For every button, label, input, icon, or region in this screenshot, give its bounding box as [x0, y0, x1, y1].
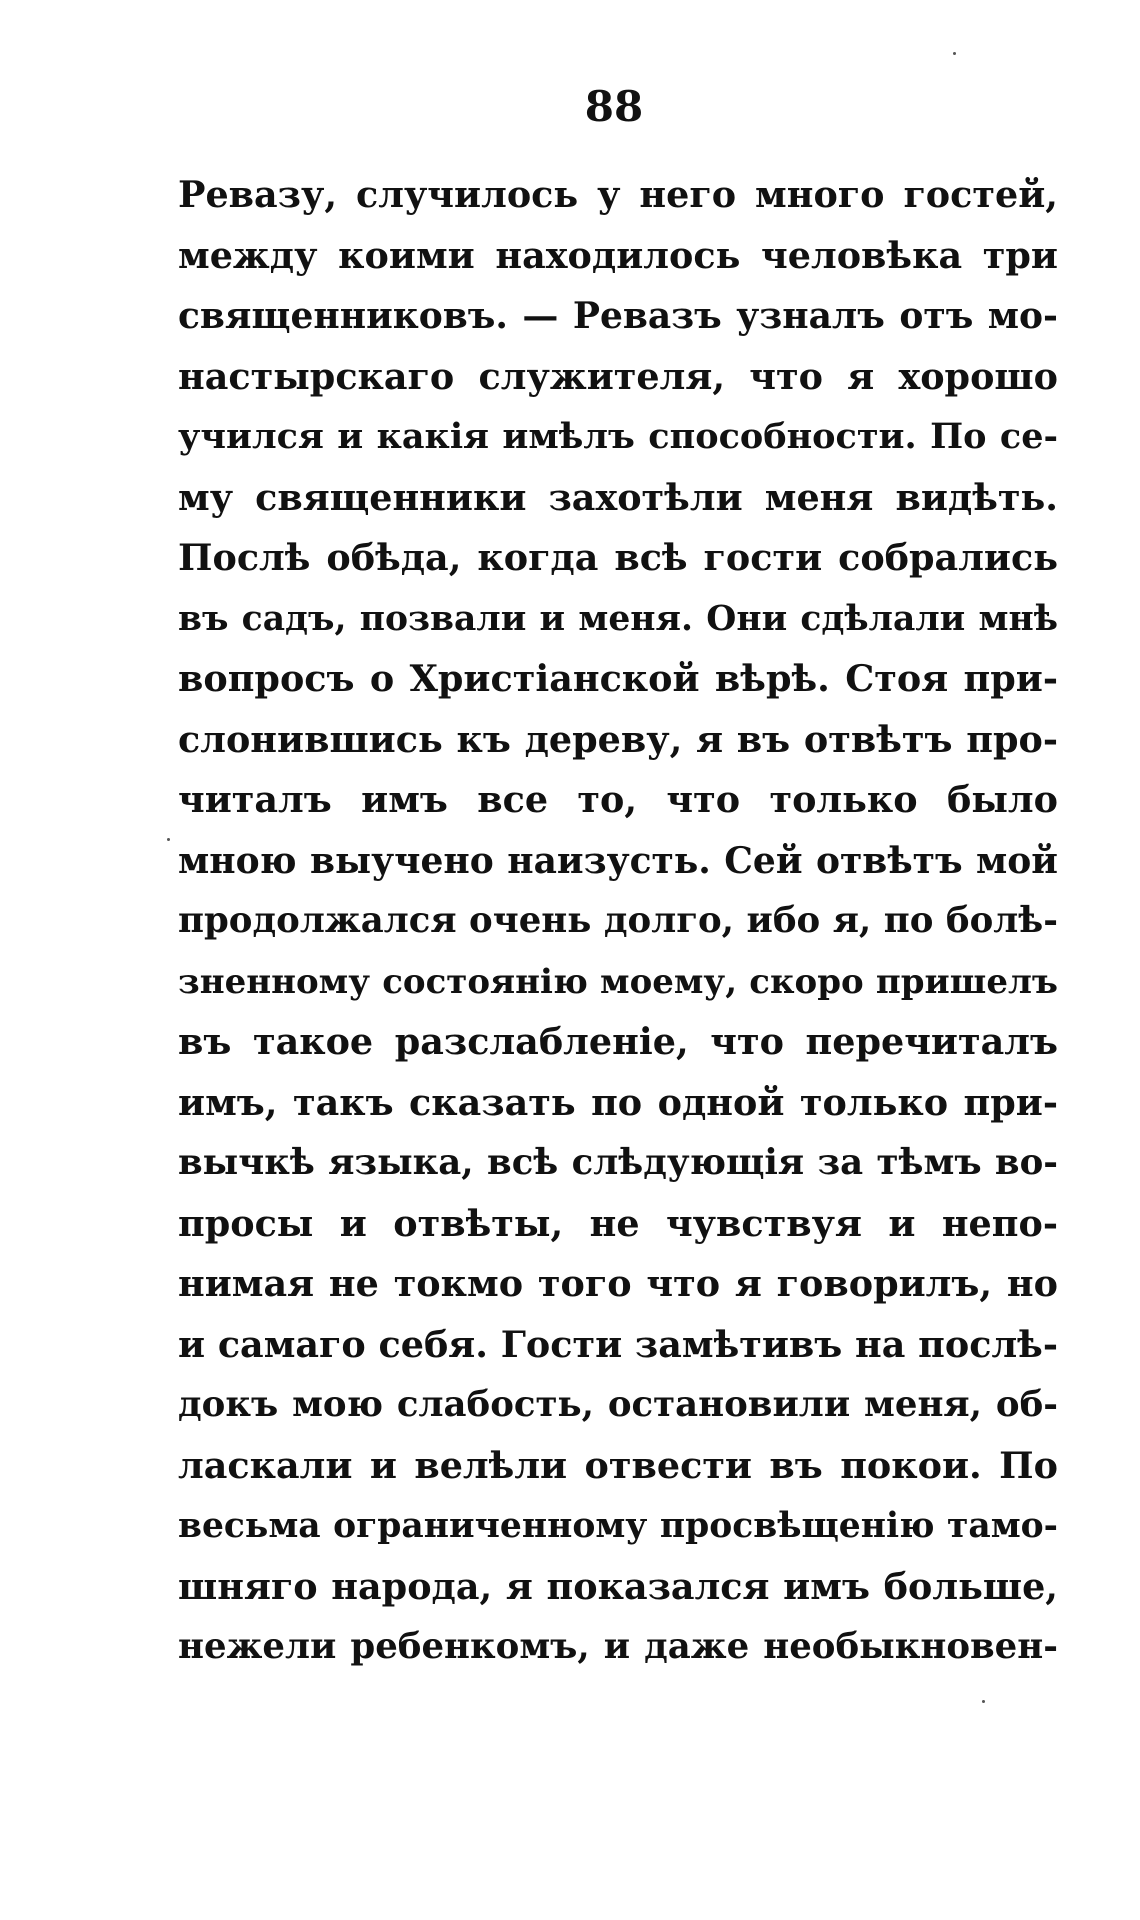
text-line: въ такое разслабленіе, что перечиталъ [178, 1020, 1058, 1063]
text-line: докъ мою слабость, остановили меня, об- [178, 1384, 1058, 1425]
scan-speck [953, 52, 956, 55]
text-line: въ садъ, позвали и меня. Они сдѣлали мнѣ [178, 598, 1058, 639]
text-line: слонившись къ дереву, я въ отвѣтъ про- [178, 717, 1058, 761]
text-line: и самаго себя. Гости замѣтивъ на послѣ- [178, 1322, 1058, 1366]
text-line: имъ, такъ сказать по одной только при- [178, 1080, 1058, 1124]
scan-speck [982, 1700, 985, 1703]
text-line: му священники захотѣли меня видѣть. [178, 475, 1058, 519]
text-line: Послѣ обѣда, когда всѣ гости собрались [178, 536, 1058, 579]
text-line: нимая не токмо того что я говорилъ, но [178, 1262, 1058, 1305]
body-text [178, 165, 1058, 1678]
scan-speck [167, 838, 170, 841]
text-line: читалъ имъ все то, что только было [178, 778, 1058, 821]
text-line: шняго народа, я показался имъ больше, [178, 1564, 1058, 1608]
text-line: просы и отвѣты, не чувствуя и непо- [178, 1201, 1058, 1245]
text-line: нежели ребенкомъ, и даже необыкновен- [178, 1626, 1058, 1667]
text-line: учился и какія имѣлъ способности. По се- [178, 416, 1058, 457]
text-line: продолжался очень долго, ибо я, по болѣ- [178, 900, 1058, 941]
text-line: мною выучено наизусть. Сей отвѣтъ мой [178, 839, 1058, 882]
text-line: Ревазу, случилось у него много гостей, [178, 173, 1058, 216]
page-number: 88 [584, 82, 644, 131]
text-line: священниковъ. — Ревазъ узналъ отъ мо- [178, 295, 1058, 337]
text-line: вычкѣ языка, всѣ слѣдующія за тѣмъ во- [178, 1142, 1058, 1183]
text-line: зненному состоянію моему, скоро пришелъ [178, 961, 1058, 1002]
text-line: ласкали и велѣли отвести въ покои. По [178, 1443, 1058, 1487]
text-line: весьма ограниченному просвѣщенію тамо- [178, 1506, 1058, 1546]
text-line: между коими находилось человѣка три [178, 233, 1058, 277]
text-line: вопросъ о Христіанской вѣрѣ. Стоя при- [178, 657, 1058, 700]
text-line: настырскаго служителя, что я хорошо [178, 354, 1058, 398]
